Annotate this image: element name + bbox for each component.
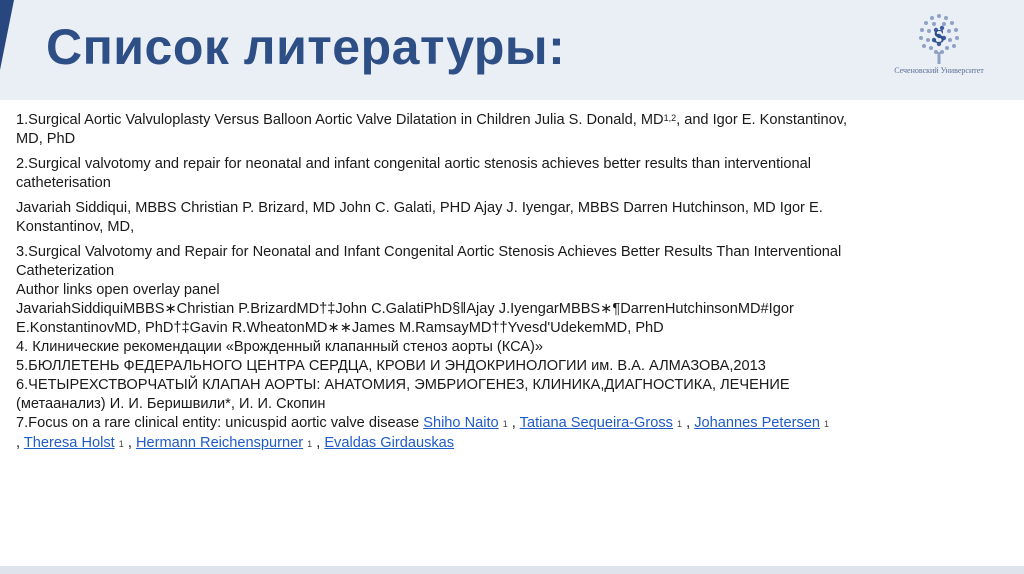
reference-3 <box>16 243 1006 338</box>
header-accent-shape <box>0 0 14 70</box>
author-link[interactable]: Shiho Naito <box>423 415 499 431</box>
university-logo <box>884 10 994 85</box>
reference-7-prefix: 7.Focus on a rare clinical entity: unicuspid aortic valve disease <box>16 415 424 431</box>
author-sup: 1 <box>824 419 830 429</box>
author-separator: , <box>312 435 325 451</box>
reference-3-line4: JavariahSiddiquiMBBS∗Christian P.BrizardMD†‡John C.GalatiPhD§‖Ajay J.IyengarMBBS∗¶DarrenHutchinsonMD#Igor <box>16 301 794 317</box>
reference-3-line5: E.KonstantinovMD, PhD†‡Gavin R.WheatonMD∗∗James M.RamsayMD††Yvesd'UdekemMD, PhD <box>16 320 664 336</box>
author-separator: , <box>507 415 520 431</box>
reference-3-line1: 3.Surgical Valvotomy and Repair for Neonatal and Infant Congenital Aortic Stenosis Achieves Better Results Than Interventional <box>16 244 842 260</box>
author-separator: , <box>123 435 136 451</box>
reference-5: 5.БЮЛЛЕТЕНЬ ФЕДЕРАЛЬНОГО ЦЕНТРА СЕРДЦА, КРОВИ И ЭНДОКРИНОЛОГИИ им. В.А. АЛМАЗОВА,2013 <box>16 358 766 374</box>
footer-bar <box>0 566 1024 574</box>
reference-2-authors-line2: Konstantinov, MD, <box>16 219 135 235</box>
logo-caption: Сеченовский Университет <box>894 66 984 75</box>
author-separator: , <box>682 415 695 431</box>
author-link[interactable]: Evaldas Girdauskas <box>324 435 455 451</box>
references-list <box>16 111 1006 454</box>
reference-2 <box>16 155 1006 193</box>
author-link[interactable]: Hermann Reichenspurner <box>135 435 304 451</box>
slide-header <box>0 0 1024 100</box>
reference-2-authors-line1: Javariah Siddiqui, MBBS Christian P. Brizard, MD John C. Galati, PHD Ajay J. Iyengar, MBBS Darren Hutchinson, MD Igor E. <box>16 200 823 216</box>
reference-1-line2: MD, PhD <box>16 131 76 147</box>
svg-text:S: S <box>933 26 945 48</box>
author-link[interactable]: Johannes Petersen <box>694 415 820 431</box>
reference-3-line3: Author links open overlay panel <box>16 282 220 298</box>
reference-4: 4. Клинические рекомендации «Врожденный клапанный стеноз аорты (КСА)» <box>16 339 543 355</box>
author-separator: , <box>16 435 24 451</box>
author-sup: 1 <box>307 439 313 449</box>
author-link[interactable]: Theresa Holst <box>23 435 115 451</box>
reference-7 <box>16 414 1006 454</box>
reference-1-text: 1.Surgical Aortic Valvuloplasty Versus Balloon Aortic Valve Dilatation in Children Julia S. Donald, MD <box>16 112 664 128</box>
author-link[interactable]: Tatiana Sequeira-Gross <box>519 415 673 431</box>
reference-1-sup: 1,2 <box>663 113 677 123</box>
author-sup: 1 <box>118 439 124 449</box>
tree-logo-icon <box>884 10 994 66</box>
author-sup: 1 <box>502 419 508 429</box>
reference-6-line2: (метаанализ) И. И. Беришвили*, И. И. Скопин <box>16 396 326 412</box>
reference-6-line1: 6.ЧЕТЫРЕХСТВОРЧАТЫЙ КЛАПАН АОРТЫ: АНАТОМИЯ, ЭМБРИОГЕНЕЗ, КЛИНИКА,ДИАГНОСТИКА, ЛЕЧЕНИЕ <box>16 377 790 393</box>
reference-3-line2: Catheterization <box>16 263 115 279</box>
reference-1 <box>16 111 1006 149</box>
slide-title: Список литературы: <box>46 19 566 75</box>
reference-1-tail: , and Igor E. Konstantinov, <box>676 112 847 128</box>
reference-2-line1: 2.Surgical valvotomy and repair for neonatal and infant congenital aortic stenosis achieves better results than interventional <box>16 156 812 172</box>
author-sup: 1 <box>677 419 683 429</box>
reference-2-line2: catheterisation <box>16 175 111 191</box>
reference-2-authors <box>16 199 1006 237</box>
reference-6 <box>16 376 1006 414</box>
